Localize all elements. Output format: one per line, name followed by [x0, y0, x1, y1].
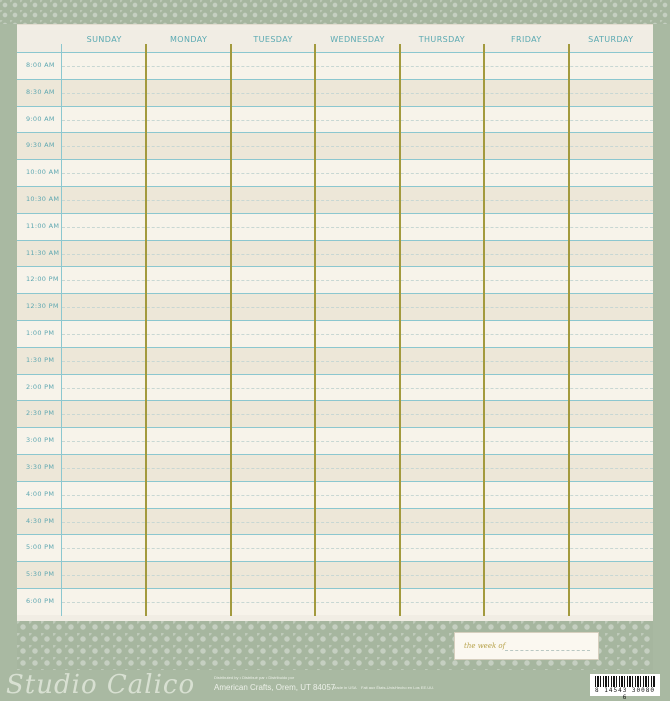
day-separator — [568, 44, 570, 616]
time-slot-row[interactable] — [17, 266, 653, 293]
time-slot-row[interactable] — [17, 159, 653, 186]
time-label: 8:00 AM — [26, 61, 55, 69]
time-slot-row[interactable] — [17, 508, 653, 535]
time-slot-row[interactable] — [17, 293, 653, 320]
half-hour-line — [62, 361, 653, 362]
half-hour-line — [62, 522, 653, 523]
half-hour-line — [62, 414, 653, 415]
time-column-divider — [61, 44, 62, 616]
distributed-by-text: Distributed by • Distribué par • Distribuido por — [214, 675, 295, 680]
half-hour-line — [62, 441, 653, 442]
half-hour-line — [62, 66, 653, 67]
half-hour-line — [62, 468, 653, 469]
time-slot-row[interactable] — [17, 561, 653, 588]
day-separator — [483, 44, 485, 616]
time-label: 11:00 AM — [26, 221, 60, 230]
time-label: 3:30 PM — [26, 463, 55, 471]
half-hour-line — [62, 280, 653, 281]
time-label: 1:30 PM — [26, 355, 55, 364]
time-label: 6:00 PM — [26, 597, 55, 605]
made-in-usa-es: Hecho en Los EE.UU. — [395, 685, 435, 690]
time-slot-row[interactable] — [17, 213, 653, 240]
time-label: 5:00 PM — [26, 543, 55, 552]
day-separator — [230, 44, 232, 616]
time-label: 9:30 AM — [26, 141, 55, 150]
half-hour-line — [62, 388, 653, 389]
barcode-number: 8 14543 30080 6 — [595, 687, 655, 701]
time-label: 4:30 PM — [26, 516, 55, 525]
time-label: 3:00 PM — [26, 436, 55, 445]
day-header-saturday: SATURDAY — [588, 35, 634, 44]
made-in-usa-fr: Fait aux États-Unis — [361, 685, 395, 690]
time-slot-row[interactable] — [17, 320, 653, 347]
time-slot-row[interactable] — [17, 454, 653, 481]
day-separator — [314, 44, 316, 616]
time-slot-row[interactable] — [17, 400, 653, 427]
time-slot-row[interactable] — [17, 132, 653, 159]
time-label: 2:00 PM — [26, 382, 55, 391]
barcode — [590, 674, 660, 701]
day-header-friday: FRIDAY — [511, 35, 542, 44]
half-hour-line — [62, 200, 653, 201]
time-slot-row[interactable] — [17, 347, 653, 374]
half-hour-line — [62, 548, 653, 549]
half-hour-line — [62, 173, 653, 174]
day-header-wednesday: WEDNESDAY — [330, 35, 385, 44]
company-address: American Crafts, Orem, UT 84057 — [214, 683, 336, 692]
time-slot-row[interactable] — [17, 534, 653, 561]
time-slot-row[interactable] — [17, 186, 653, 213]
time-slot-row[interactable] — [17, 106, 653, 133]
time-label: 8:30 AM — [26, 87, 55, 96]
time-label: 12:00 PM — [26, 275, 59, 284]
time-label: 9:00 AM — [26, 114, 55, 123]
day-header-monday: MONDAY — [169, 35, 208, 44]
time-slot-row[interactable] — [17, 52, 653, 79]
time-slot-row[interactable] — [17, 481, 653, 508]
time-slot-row[interactable] — [17, 79, 653, 106]
half-hour-line — [62, 575, 653, 576]
barcode-bars — [595, 676, 655, 687]
time-label: 1:00 PM — [26, 329, 55, 337]
top-pattern-band — [0, 0, 670, 24]
time-label: 12:30 PM — [26, 302, 59, 311]
time-slot-row[interactable] — [17, 588, 653, 615]
half-hour-line — [62, 334, 653, 335]
half-hour-line — [62, 227, 653, 228]
time-slot-row[interactable] — [17, 427, 653, 454]
half-hour-line — [62, 146, 653, 147]
half-hour-line — [62, 120, 653, 121]
time-slot-row[interactable] — [17, 374, 653, 401]
time-label: 10:00 AM — [26, 168, 60, 177]
studio-calico-logo: Studio Calico — [6, 670, 196, 700]
half-hour-line — [62, 93, 653, 94]
time-label: 4:00 PM — [26, 489, 55, 498]
half-hour-line — [62, 602, 653, 603]
day-header-tuesday: TUESDAY — [253, 35, 293, 44]
time-label: 5:30 PM — [26, 570, 55, 579]
day-header-thursday: THURSDAY — [418, 35, 466, 44]
half-hour-line — [62, 307, 653, 308]
week-of-line — [505, 650, 590, 651]
day-header-sunday: SUNDAY — [86, 35, 122, 44]
time-slot-row[interactable] — [17, 240, 653, 267]
time-label: 2:30 PM — [26, 409, 55, 418]
half-hour-line — [62, 254, 653, 255]
half-hour-line — [62, 495, 653, 496]
day-separator — [399, 44, 401, 616]
week-of-label: the week of — [464, 642, 506, 650]
time-label: 11:30 AM — [26, 248, 60, 257]
week-of-box[interactable] — [454, 632, 599, 660]
time-label: 10:30 AM — [26, 195, 60, 203]
day-separator — [145, 44, 147, 616]
made-in-usa: Made in USA — [333, 685, 357, 690]
